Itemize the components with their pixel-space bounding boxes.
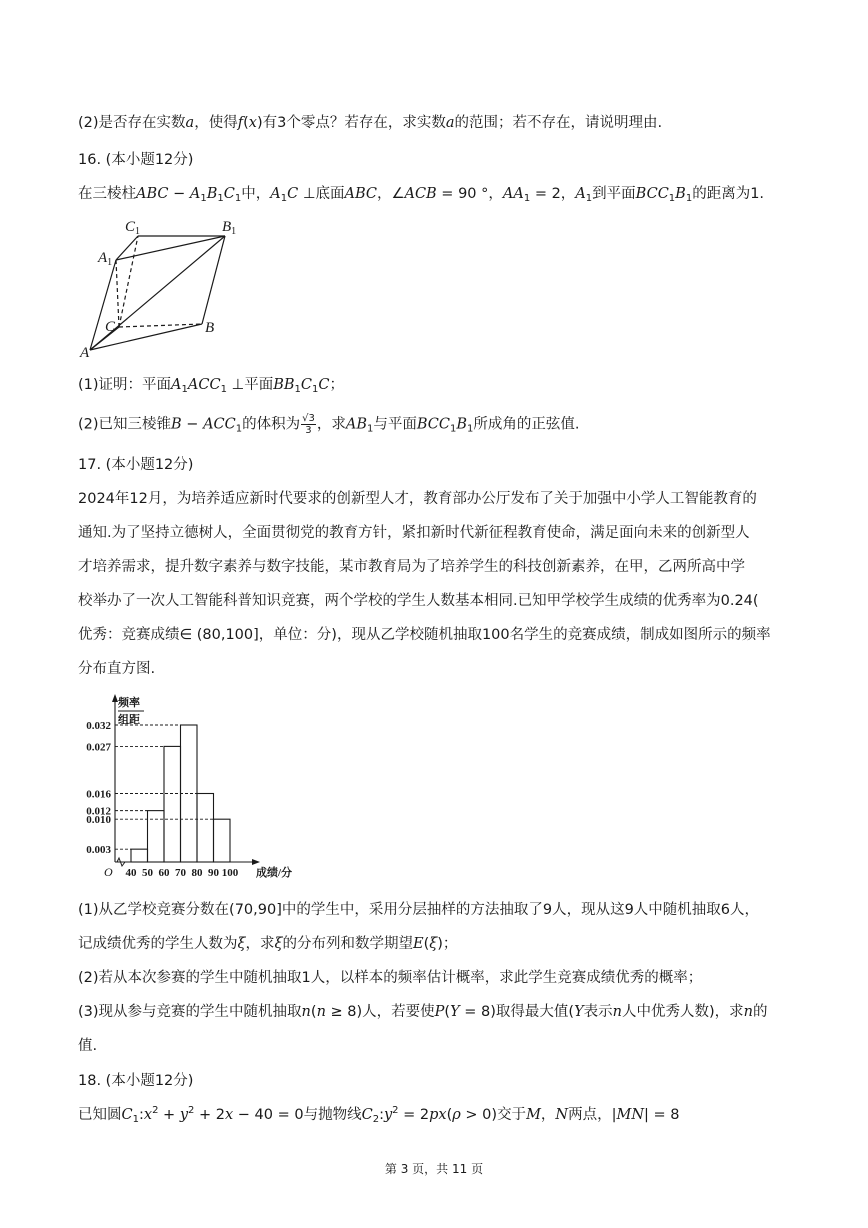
y-label-top: 频率 (118, 697, 140, 709)
bar-40-50 (131, 849, 148, 862)
ytick-label-0: 0.003 (86, 844, 111, 857)
page-footer: 第 3 页，共 11 页 (384, 1162, 484, 1176)
q17-header: 17. (本小题12分) (78, 457, 194, 473)
q16-statement: 在三棱柱ABC − $A_1B_1C_1$中，$A_1C$ ⊥底面ABC，∠ACB = 90 °，$AA_1 = 2$，$A_1$到平面$BCC_1B_1$的距离为1. (78, 186, 765, 204)
ytick-label-2: 0.012 (86, 805, 111, 818)
xtick-label-40: 40 (125, 867, 137, 879)
q17-para-5: 优秀：竞赛成绩∈ (80,100]，单位：分)，现从乙学校随机抽取100名学生的竞赛成绩，制成如图所示的频率 (78, 627, 771, 643)
vertex-C1: $C_1$ (125, 219, 141, 237)
q17-part1-line1: (1)从乙学校竞赛分数在(70,90]中的学生中，采用分层抽样的方法抽取了9人，现从这9人中随机抽取6人， (78, 902, 760, 918)
q17-para-1: 2024年12月，为培养适应新时代要求的创新型人才，教育部办公厅发布了关于加强中小学人工智能教育的 (78, 491, 757, 507)
ytick-label-5: 0.032 (86, 720, 111, 732)
q18-header: 18. (本小题12分) (78, 1073, 194, 1089)
ytick-label-3: 0.016 (86, 788, 111, 801)
xtick-label-100: 100 (221, 867, 239, 879)
ytick-label-4: 0.027 (86, 741, 111, 754)
y-label-bottom: 组距 (118, 714, 140, 726)
q17-part3-line1: (3)现从参与竞赛的学生中随机抽取n(n ≥ 8)人，若要使P(Y = 8)取得最大值(Y表示n人中优秀人数)，求n的 (78, 1004, 768, 1020)
vertex-A1: $A_1$ (98, 250, 113, 268)
vertex-C: C (105, 319, 116, 335)
xtick-label-80: 80 (191, 867, 203, 879)
q16-part2: (2)已知三棱锥$B - ACC_1$的体积为 $\frac{√3}{3}$ ，求$AB_1$与平面$BCC_1B_1$所成角的正弦值. (78, 413, 580, 436)
xtick-label-60: 60 (158, 867, 170, 879)
q17-part2: (2)若从本次参赛的学生中随机抽取1人，以样本的频率估计概率，求此学生竞赛成绩优秀的概率； (78, 970, 703, 986)
prism-figure (78, 212, 258, 362)
x-label: 成绩/分 (256, 867, 293, 879)
bar-50-60 (148, 811, 165, 862)
q17-para-2: 通知.为了坚持立德树人，全面贯彻党的教育方针，紧扣新时代新征程教育使命，满足面向未来的创新型人 (78, 525, 750, 541)
vertex-B: B (205, 320, 215, 336)
xtick-label-50: 50 (142, 867, 153, 879)
vertex-A: A (80, 345, 90, 361)
q17-para-6: 分布直方图. (78, 661, 156, 677)
ytick-label-1: 0.010 (86, 814, 111, 827)
q17-para-3: 才培养需求，提升数字素养与数字技能，某市教育局为了培养学生的科技创新素养，在甲，乙两所高中学 (78, 559, 745, 575)
bar-60-70 (164, 746, 181, 862)
q18-statement: 已知圆$C_1:x^2 + y^2 + 2x - 40 = 0$与抛物线$C_2:y^2 = 2px(\rho > 0)$交于M，N两点，|MN| = 8 (78, 1105, 680, 1125)
q16-header: 16. (本小题12分) (78, 152, 194, 168)
q17-part3-line2: 值. (78, 1038, 98, 1054)
xtick-label-90: 90 (208, 867, 219, 879)
bar-80-90 (197, 794, 214, 863)
frequency-histogram (78, 690, 298, 885)
origin-label: O (104, 865, 113, 879)
xtick-label-70: 70 (175, 867, 186, 879)
q15-part2: (2)是否存在实数a，使得f(x)有3个零点？若存在，求实数a的范围；若不存在，请说明理由. (78, 115, 663, 131)
bar-90-100 (214, 819, 231, 862)
q17-para-4: 校举办了一次人工智能科普知识竞赛，两个学校的学生人数基本相同.已知甲学校学生成绩的优秀率为0.24( (78, 593, 759, 609)
vertex-B1: $B_1$ (222, 219, 237, 237)
x-axis-arrow (252, 859, 260, 865)
q17-part1-line2: 记成绩优秀的学生人数为ξ，求ξ的分布列和数学期望E(ξ)； (78, 936, 458, 952)
q16-part1: (1)证明：平面$A_1ACC_1$ ⊥平面$BB_1C_1C$； (78, 377, 344, 395)
